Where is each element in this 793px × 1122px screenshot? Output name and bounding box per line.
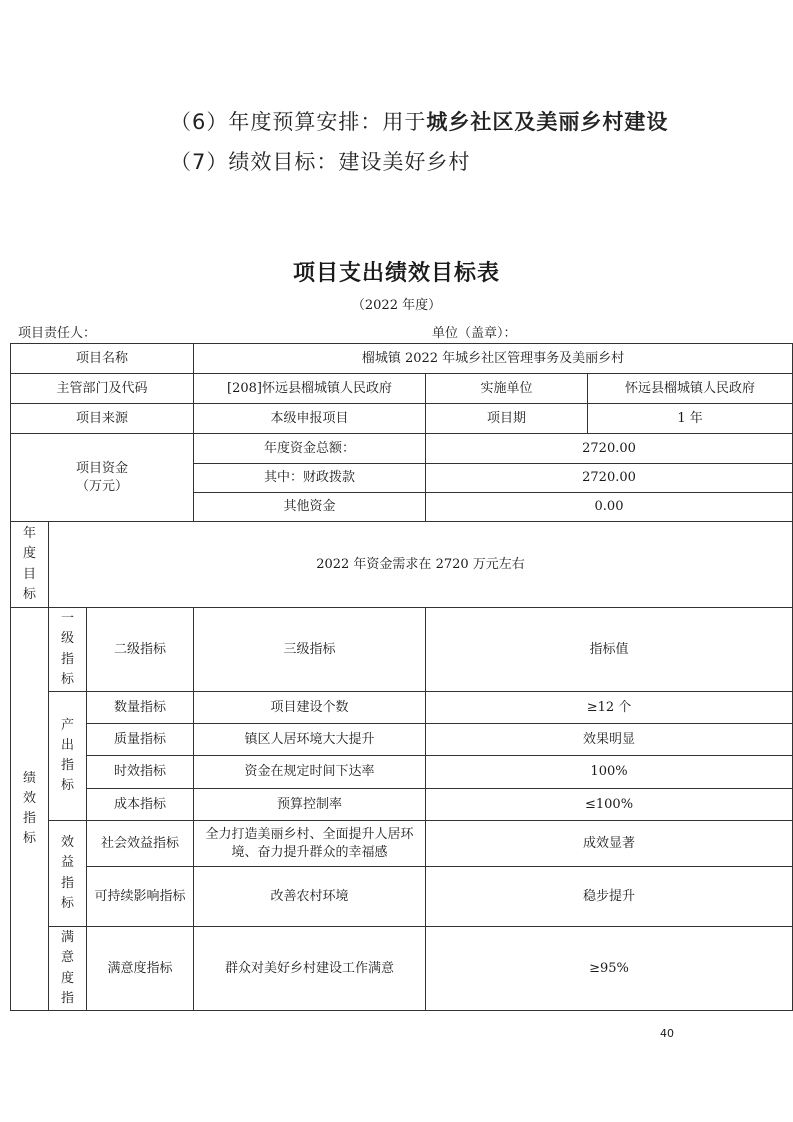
table-row <box>11 867 793 927</box>
value-cell: 稳步提升 <box>426 867 793 927</box>
period-label: 项目期 <box>426 404 588 434</box>
funds-other-value: 0.00 <box>426 493 793 522</box>
level3-cell: 全力打造美丽乡村、全面提升人居环境、奋力提升群众的幸福感 <box>194 821 426 867</box>
value-cell: 效果明显 <box>426 724 793 756</box>
funds-other-label: 其他资金 <box>194 493 426 522</box>
value-cell: 100% <box>426 756 793 789</box>
period-value: 1 年 <box>588 404 793 434</box>
output-indicator-label: 产出指标 <box>49 692 87 821</box>
dept-label: 主管部门及代码 <box>11 374 194 404</box>
header-value: 指标值 <box>426 608 793 692</box>
table-row <box>11 374 793 404</box>
annual-goal-value: 2022 年资金需求在 2720 万元左右 <box>49 522 793 608</box>
level2-cell: 满意度指标 <box>87 927 194 1011</box>
funds-label-cell <box>11 434 194 522</box>
project-name-label: 项目名称 <box>11 344 194 374</box>
table-row <box>11 404 793 434</box>
level3-cell: 项目建设个数 <box>194 692 426 724</box>
annual-goal-label: 年度目标 <box>11 522 49 608</box>
level3-cell: 镇区人居环境大大提升 <box>194 724 426 756</box>
dept-value: [208]怀远县榴城镇人民政府 <box>194 374 426 404</box>
funds-total-label: 年度资金总额： <box>194 434 426 464</box>
table-row <box>11 522 793 608</box>
table-row <box>11 756 793 789</box>
page-number: 40 <box>660 1027 674 1040</box>
value-cell: ≥95% <box>426 927 793 1011</box>
budget-arrangement-prefix: （6）年度预算安排：用于 <box>170 110 427 134</box>
header-level3: 三级指标 <box>194 608 426 692</box>
source-value: 本级申报项目 <box>194 404 426 434</box>
satisfaction-indicator-label: 满意度指 <box>49 927 87 1011</box>
performance-goal-line: （7）绩效目标：建设美好乡村 <box>170 150 471 174</box>
source-label: 项目来源 <box>11 404 194 434</box>
impl-unit-label: 实施单位 <box>426 374 588 404</box>
level2-cell: 社会效益指标 <box>87 821 194 867</box>
table-row <box>11 608 793 692</box>
benefit-indicator-label: 效益指标 <box>49 821 87 927</box>
funds-label: 项目资金 <box>76 460 129 476</box>
responsible-person-label: 项目责任人： <box>18 326 97 341</box>
funds-unit: （万元） <box>76 478 129 494</box>
level3-cell: 群众对美好乡村建设工作满意 <box>194 927 426 1011</box>
header-level2: 二级指标 <box>87 608 194 692</box>
funds-total-value: 2720.00 <box>426 434 793 464</box>
impl-unit-value: 怀远县榴城镇人民政府 <box>588 374 793 404</box>
budget-arrangement-line <box>170 106 668 136</box>
doc-title: 项目支出绩效目标表 <box>292 261 500 286</box>
table-row <box>11 434 793 464</box>
level2-cell: 可持续影响指标 <box>87 867 194 927</box>
value-cell: 成效显著 <box>426 821 793 867</box>
table-row <box>11 724 793 756</box>
table-row <box>11 789 793 821</box>
header-level1: 一级指标 <box>49 608 87 692</box>
level3-cell: 改善农村环境 <box>194 867 426 927</box>
funds-fiscal-value: 2720.00 <box>426 464 793 493</box>
project-name-value: 榴城镇 2022 年城乡社区管理事务及美丽乡村 <box>194 344 793 374</box>
level3-cell: 资金在规定时间下达率 <box>194 756 426 789</box>
table-row <box>11 821 793 867</box>
value-cell: ≤100% <box>426 789 793 821</box>
table-row <box>11 692 793 724</box>
level2-cell: 质量指标 <box>87 724 194 756</box>
level3-cell: 预算控制率 <box>194 789 426 821</box>
budget-arrangement-emphasis: 城乡社区及美丽乡村建设 <box>426 110 669 134</box>
performance-target-table <box>10 343 793 1011</box>
doc-year: （2022 年度） <box>351 298 442 313</box>
level2-cell: 时效指标 <box>87 756 194 789</box>
funds-fiscal-label: 其中：财政拨款 <box>194 464 426 493</box>
table-row <box>11 344 793 374</box>
table-row <box>11 927 793 1011</box>
perf-indicator-label: 绩效指标 <box>11 608 49 1011</box>
level2-cell: 数量指标 <box>87 692 194 724</box>
level2-cell: 成本指标 <box>87 789 194 821</box>
value-cell: ≥12 个 <box>426 692 793 724</box>
unit-seal-label: 单位（盖章）： <box>432 326 517 341</box>
